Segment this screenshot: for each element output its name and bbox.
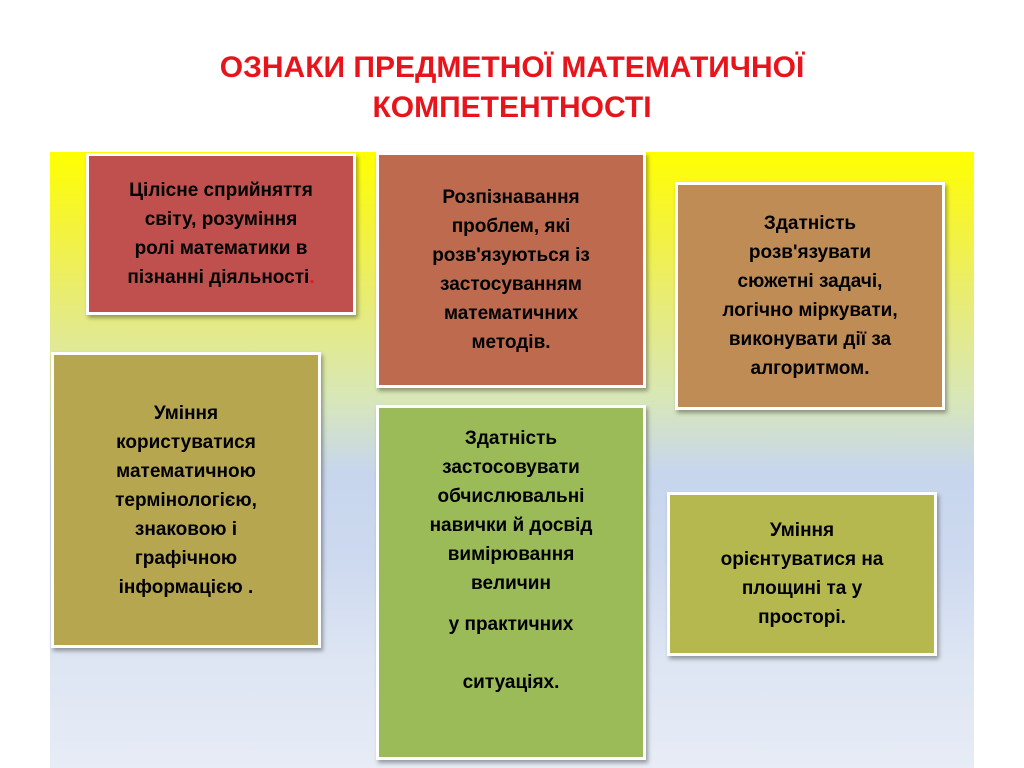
feature-box-terminology-use [51,352,321,648]
box-line: знаковою і [134,518,238,540]
box-line: величин [471,573,551,594]
slide-title-line-2: КОМПЕТЕНТНОСТІ [372,91,652,124]
feature-box-computational-skills [376,405,646,760]
box-line: алгоритмом. [750,358,870,379]
box-line: математичних [443,303,579,324]
slide-title [0,48,1024,128]
box-line: Розпізнавання [442,187,580,208]
box-line: Здатність [763,213,857,234]
box-line: термінологією, [115,489,257,511]
box-line: розв'язувати [748,242,872,263]
box-line: інформацією . [118,576,254,598]
box-line: Цілісне сприйняття [129,180,313,201]
box-line: виконувати дії за [728,329,892,350]
box-line: ролі математики в [134,238,308,259]
box-line: логічно міркувати, [722,300,898,321]
box-line: площині та у [741,578,863,599]
box-line: Здатність [464,428,558,449]
box-line: застосуванням [440,274,582,295]
box-line: ситуаціях. [462,672,560,693]
box-line: користуватися [116,431,256,453]
box-line-text: пізнанні діяльності [127,267,310,288]
box-line: світу, розуміння [144,209,298,230]
red-period: . [309,267,315,288]
box-line: графічною [134,547,238,569]
box-line: обчислювальні [437,486,585,507]
slide-title-line-1: ОЗНАКИ ПРЕДМЕТНОЇ МАТЕМАТИЧНОЇ [219,51,805,84]
box-line: Уміння [769,520,835,541]
feature-box-holistic-perception [86,153,356,315]
box-line: вимірювання [447,544,575,565]
box-line: просторі. [758,607,846,628]
box-line: методів. [471,332,551,353]
feature-box-problem-recognition [376,152,646,388]
box-line: застосовувати [442,457,580,478]
box-line: орієнтуватися на [720,549,884,570]
feature-box-spatial-orientation [667,492,937,656]
box-line: у практичних [448,614,574,635]
feature-box-problem-solving [675,182,945,410]
box-line: сюжетні задачі, [737,271,883,292]
box-line: математичною [116,460,256,482]
box-line: навички й досвід [429,515,593,536]
box-line: проблем, які [451,216,571,237]
box-line: розв'язуються із [432,245,590,266]
box-line [127,263,314,292]
box-line: Уміння [153,402,219,424]
